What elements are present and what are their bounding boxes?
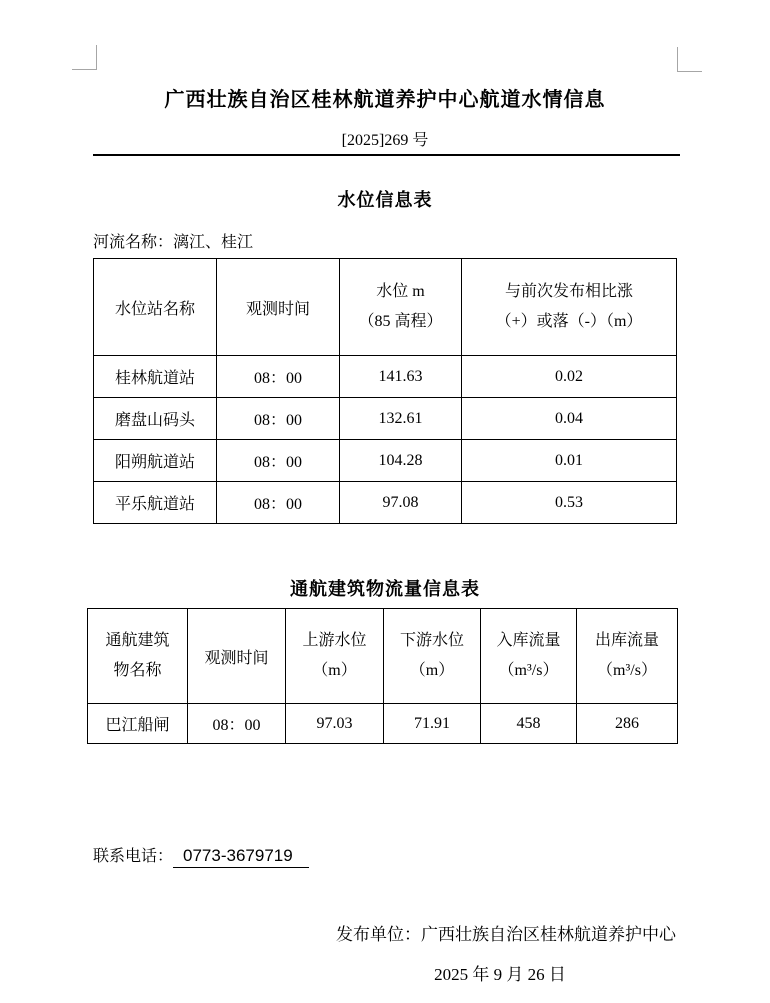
flow-table-header-row [88, 609, 678, 704]
column-header-change [462, 259, 677, 356]
change-cell: 0.53 [462, 482, 677, 524]
header-text: （m） [409, 662, 455, 679]
header-text: （+）或落（-）（m） [495, 313, 643, 330]
table-row [94, 482, 677, 524]
water-level-table [93, 258, 677, 524]
station-name-cell: 桂林航道站 [94, 356, 217, 398]
header-text: 观测时间 [245, 300, 310, 318]
water-level-cell: 104.28 [340, 440, 462, 482]
column-header-inflow [481, 609, 577, 704]
water-level-cell: 97.08 [340, 482, 462, 524]
header-text: 水位 m [376, 283, 425, 300]
downstream-level-cell: 71.91 [384, 704, 481, 744]
table-row [88, 704, 678, 744]
column-header-outflow [577, 609, 678, 704]
change-cell: 0.04 [462, 398, 677, 440]
outflow-cell: 286 [577, 704, 678, 744]
column-header-downstream-level [384, 609, 481, 704]
contact-line [93, 843, 309, 868]
header-text: 下游水位 [399, 632, 464, 649]
header-text: 通航建筑 [105, 632, 170, 649]
water-table-title: 水位信息表 [337, 190, 433, 210]
publish-date: 2025 年 9 月 26 日 [434, 965, 566, 984]
table-row [94, 440, 677, 482]
station-name-cell: 平乐航道站 [94, 482, 217, 524]
upstream-level-cell: 97.03 [286, 704, 384, 744]
change-cell: 0.02 [462, 356, 677, 398]
water-level-cell: 141.63 [340, 356, 462, 398]
publisher-line: 发布单位：广西壮族自治区桂林航道养护中心 [336, 925, 676, 944]
header-text: 出库流量 [594, 632, 659, 649]
column-header-obs-time [217, 259, 340, 356]
header-text: 水位站名称 [114, 300, 195, 318]
structure-name-cell: 巴江船闸 [88, 704, 188, 744]
header-text: 观测时间 [204, 649, 269, 667]
column-header-obs-time [188, 609, 286, 704]
station-name-cell: 阳朔航道站 [94, 440, 217, 482]
flow-table-title: 通航建筑物流量信息表 [290, 579, 480, 599]
column-header-water-level [340, 259, 462, 356]
header-text: 与前次发布相比涨 [504, 283, 633, 300]
navigation-structure-flow-table [87, 608, 678, 744]
header-text: 上游水位 [302, 632, 367, 649]
header-text: 入库流量 [496, 632, 561, 649]
header-text: 物名称 [113, 662, 162, 679]
document-number: [2025]269 号 [341, 132, 429, 149]
document-title: 广西壮族自治区桂林航道养护中心航道水情信息 [164, 89, 606, 111]
obs-time-cell: 08：00 [217, 356, 340, 398]
column-header-upstream-level [286, 609, 384, 704]
text-boundary-mark-right [677, 47, 702, 72]
table-row [94, 356, 677, 398]
obs-time-cell: 08：00 [217, 398, 340, 440]
table-row [94, 398, 677, 440]
header-text: （m³/s） [597, 662, 657, 679]
column-header-station [94, 259, 217, 356]
obs-time-cell: 08：00 [188, 704, 286, 744]
inflow-cell: 458 [481, 704, 577, 744]
header-text: （85 高程） [358, 313, 443, 330]
contact-phone-number: 0773-3679719 [173, 846, 309, 868]
station-name-cell: 磨盘山码头 [94, 398, 217, 440]
obs-time-cell: 08：00 [217, 440, 340, 482]
header-text: （m³/s） [498, 662, 559, 679]
water-table-header-row [94, 259, 677, 356]
river-names-label: 河流名称：漓江、桂江 [93, 234, 254, 251]
text-boundary-mark-left [72, 45, 97, 70]
water-level-cell: 132.61 [340, 398, 462, 440]
header-text: （m） [312, 662, 357, 679]
obs-time-cell: 08：00 [217, 482, 340, 524]
header-divider [93, 154, 680, 156]
column-header-structure-name [88, 609, 188, 704]
change-cell: 0.01 [462, 440, 677, 482]
contact-label: 联系电话： [93, 848, 174, 865]
